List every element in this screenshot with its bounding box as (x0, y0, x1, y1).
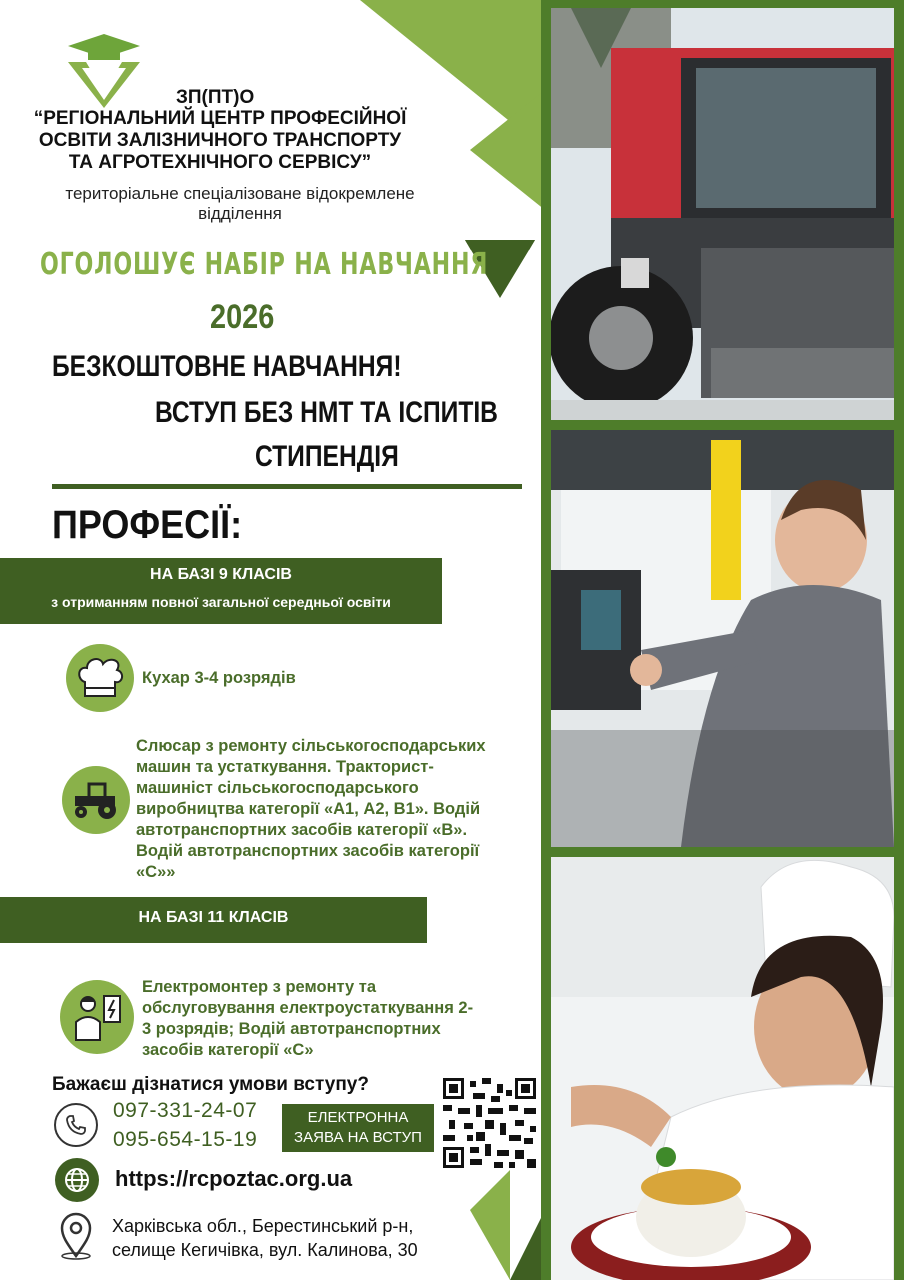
org-subtitle (20, 184, 460, 224)
org-name (10, 108, 430, 174)
mechanic-line: Водій автотранспортних засобів категорії (136, 842, 480, 860)
mechanic-line: автотранспортних засобів категорії «В». (136, 821, 468, 839)
photo-combine-harvester (551, 8, 894, 420)
announcement-year: 2026 (210, 298, 275, 336)
base11-label: НА БАЗІ 11 КЛАСІВ (138, 909, 289, 926)
base9-bar (0, 558, 442, 624)
professions-title: ПРОФЕСІЇ: (52, 503, 243, 547)
subtitle-line: відділення (198, 204, 282, 223)
profession-cook: Кухар 3-4 розрядів (142, 669, 296, 687)
photo-panel (541, 0, 904, 1280)
address (112, 1214, 418, 1262)
phone-2-link[interactable]: 095-654-15-19 (113, 1128, 258, 1151)
org-short-name: ЗП(ПТ)О (176, 87, 255, 108)
photo-tractor-driver (551, 430, 894, 847)
org-name-line: “РЕГІОНАЛЬНИЙ ЦЕНТР ПРОФЕСІЙНОЇ (33, 108, 407, 129)
mechanic-line: машин та устаткування. Тракторист- (136, 758, 434, 776)
mechanic-line: виробництва категорії «А1, А2, В1». Водій (136, 800, 481, 818)
phone-icon (54, 1103, 98, 1147)
apply-line: ЗАЯВА НА ВСТУП (294, 1129, 422, 1146)
qr-code[interactable] (443, 1078, 536, 1168)
base9-note: з отриманням повної загальної середньої освіти (51, 594, 391, 610)
org-name-line: ТА АГРОТЕХНІЧНОГО СЕРВІСУ” (68, 152, 372, 173)
electrician-line: обслуговування електроустаткування 2- (142, 999, 474, 1017)
mechanic-line: «С»» (136, 863, 176, 881)
phone-1-link[interactable]: 097-331-24-07 (113, 1099, 258, 1122)
base9-label: НА БАЗІ 9 КЛАСІВ (150, 566, 292, 583)
slogan-stipend: СТИПЕНДІЯ (255, 440, 399, 473)
chef-hat-icon (66, 644, 134, 712)
announcement-title: ОГОЛОШУЄ НАБІР НА НАВЧАННЯ (40, 247, 489, 282)
electrician-line: 3 розрядів; Водій автотранспортних (142, 1020, 441, 1038)
tractor-icon (62, 766, 130, 834)
profession-mechanic (136, 736, 536, 883)
base11-bar (0, 897, 427, 943)
address-line: Харківська обл., Берестинський р-н, (112, 1216, 414, 1236)
online-application-button[interactable] (282, 1104, 434, 1152)
website-link[interactable]: https://rcpoztac.org.ua (115, 1166, 353, 1191)
apply-line: ЕЛЕКТРОННА (307, 1109, 409, 1126)
org-name-line: ОСВІТИ ЗАЛІЗНИЧНОГО ТРАНСПОРТУ (38, 130, 402, 151)
mechanic-line: машиніст сільськогосподарського (136, 779, 419, 797)
photo-chef (551, 857, 894, 1280)
profession-electrician (142, 977, 522, 1061)
address-line: селище Кегичівка, вул. Калинова, 30 (112, 1240, 418, 1260)
deco-triangles-bottom (470, 1150, 545, 1280)
divider (52, 484, 522, 489)
slogan-free: БЕЗКОШТОВНЕ НАВЧАННЯ! (52, 350, 402, 383)
location-pin-icon (58, 1212, 94, 1260)
mechanic-line: Слюсар з ремонту сільськогосподарських (136, 737, 486, 755)
electrician-icon (60, 980, 134, 1054)
electrician-line: засобів категорії «С» (142, 1041, 314, 1059)
globe-icon (55, 1158, 99, 1202)
graduation-cap-logo (62, 30, 146, 110)
electrician-line: Електромонтер з ремонту та (142, 978, 377, 996)
contacts-question: Бажаєш дізнатися умови вступу? (52, 1074, 369, 1095)
slogan-no-exams: ВСТУП БЕЗ НМТ ТА ІСПИТІВ (155, 396, 498, 429)
subtitle-line: територіальне спеціалізоване відокремлене (65, 184, 415, 203)
